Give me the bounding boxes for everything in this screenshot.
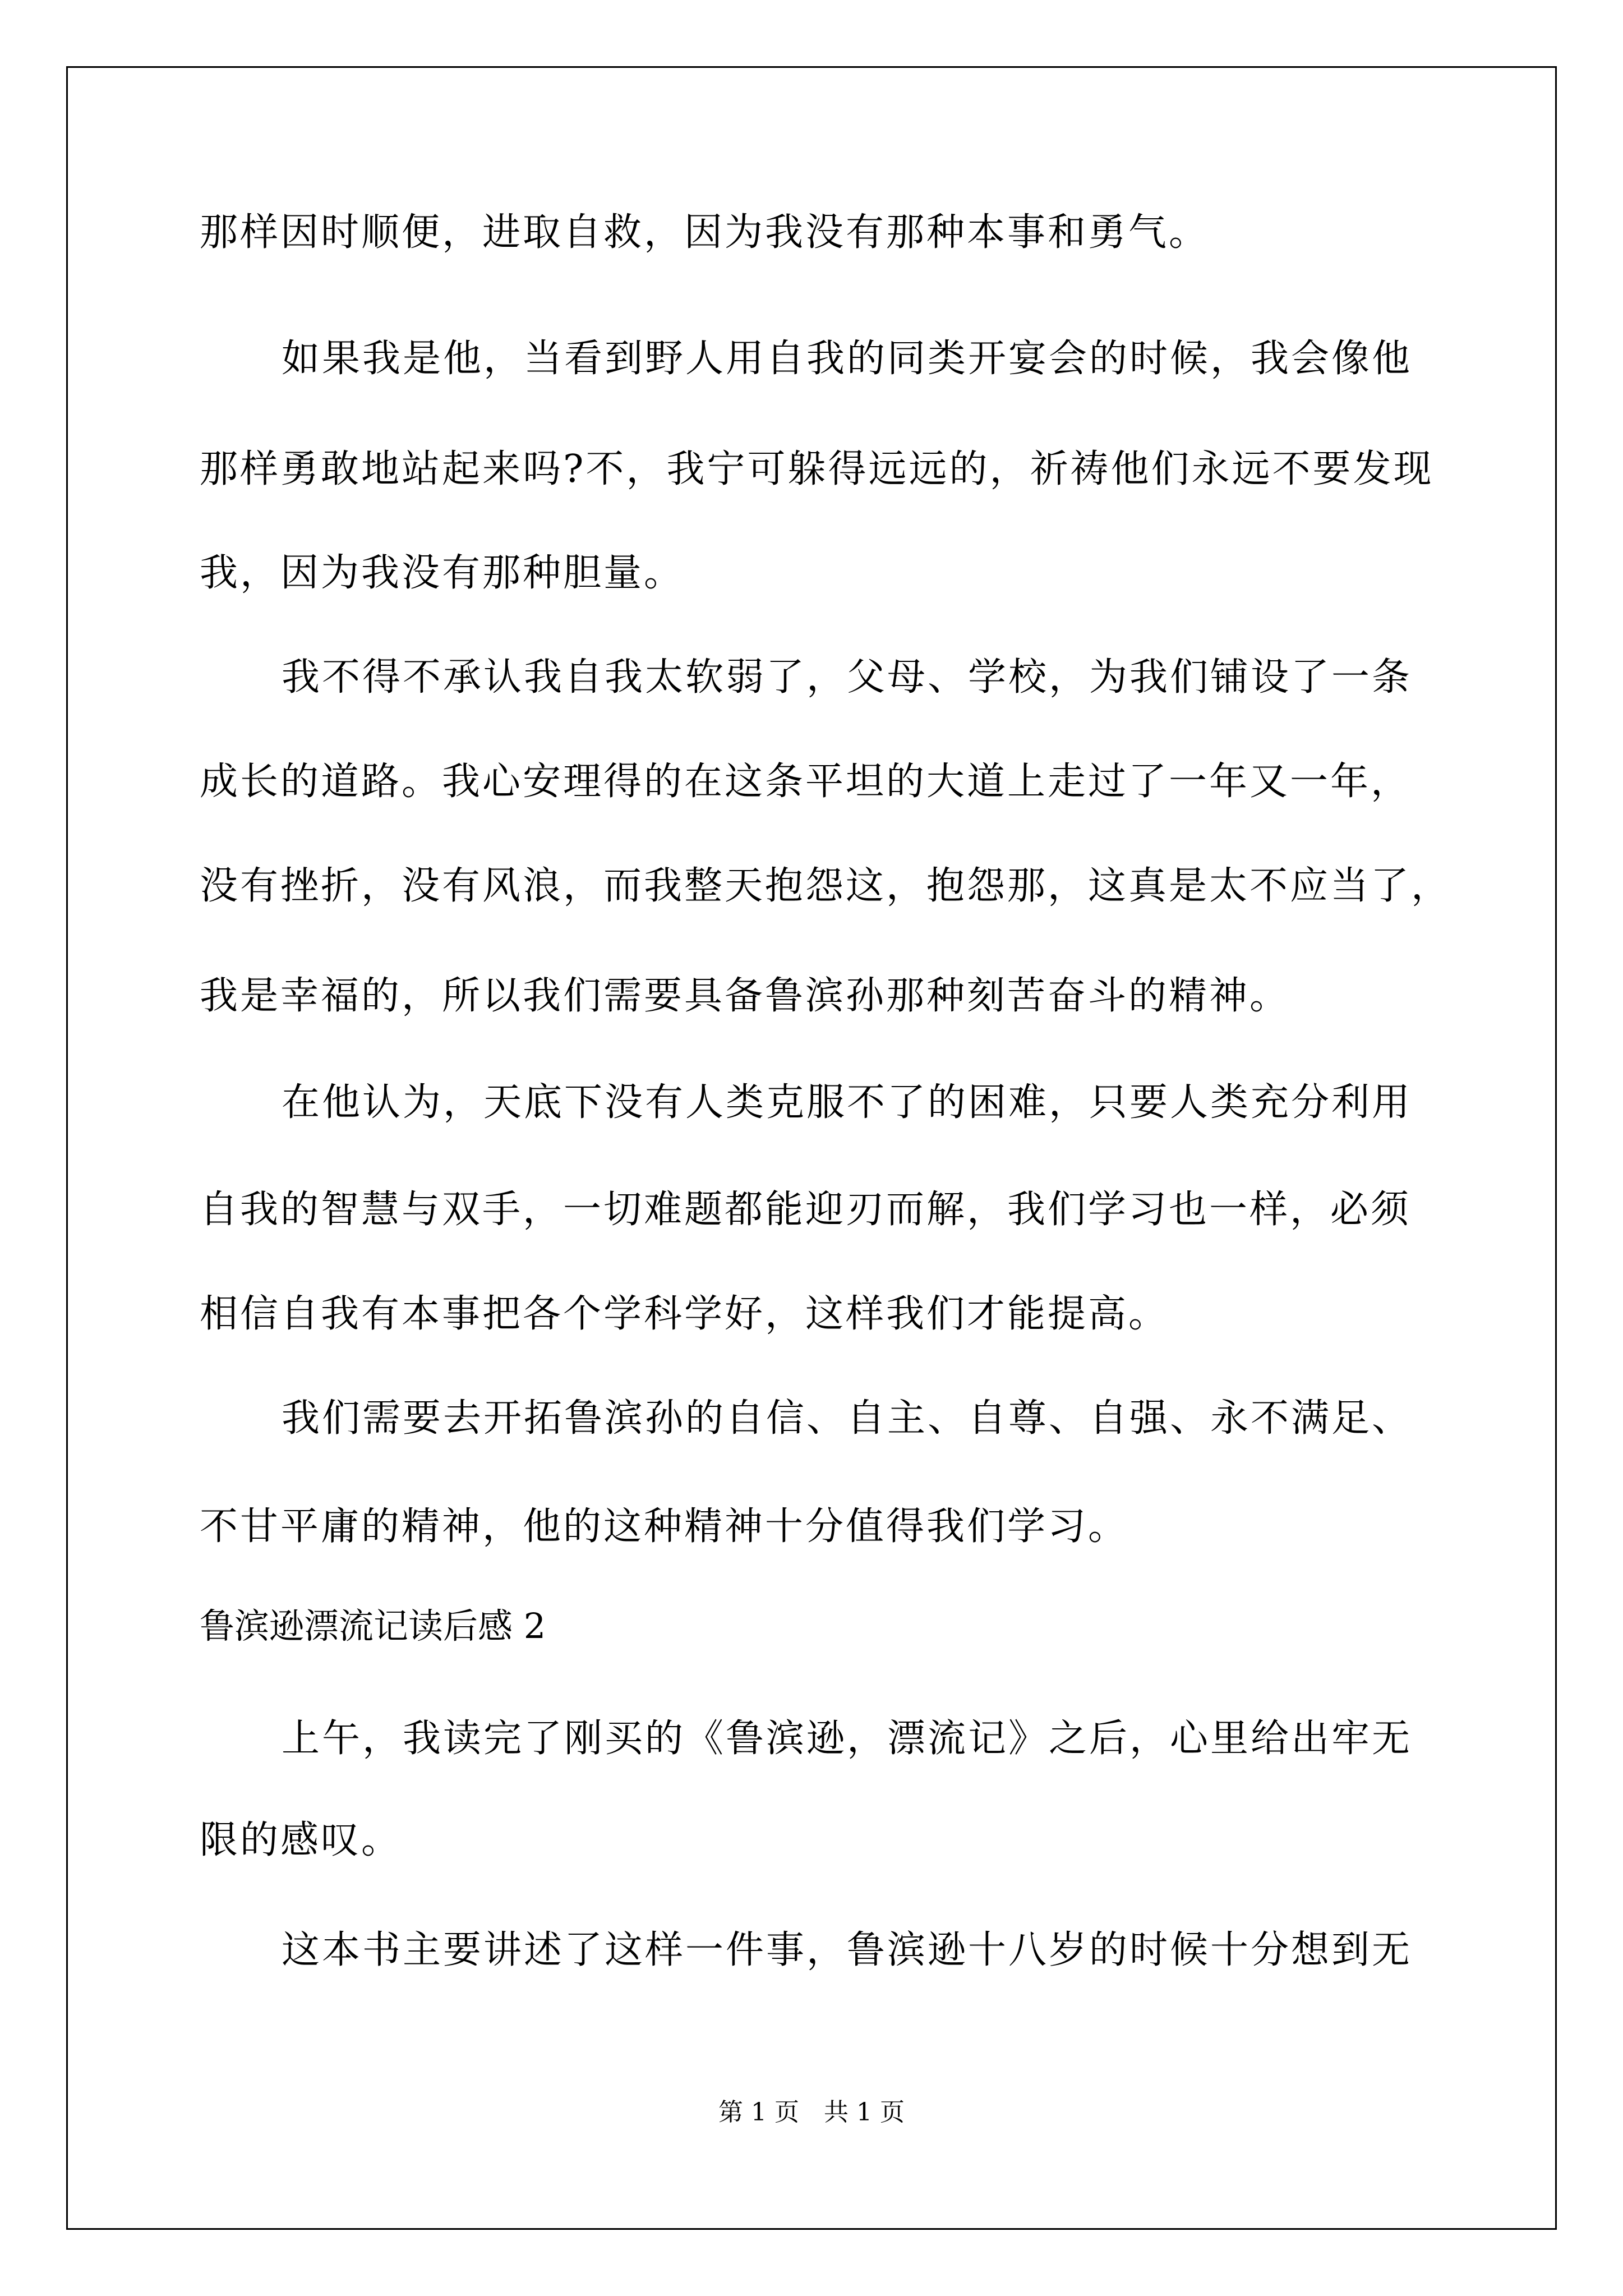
text-line: 那样因时顺便，进取自救，因为我没有那种本事和勇气。 xyxy=(200,210,1210,255)
text-line: 我，因为我没有那种胆量。 xyxy=(200,551,685,595)
text-line: 如果我是他，当看到野人用自我的同类开宴会的时候，我会像他 xyxy=(282,337,1413,381)
text-line: 那样勇敢地站起来吗?不，我宁可躲得远远的，祈祷他们永远不要发现 xyxy=(200,447,1434,491)
page-border xyxy=(66,66,1557,2230)
text-line: 在他认为，天底下没有人类克服不了的困难，只要人类充分利用 xyxy=(282,1080,1413,1125)
page-number: 第 1 页 共 1 页 xyxy=(718,2098,905,2127)
text-line: 这本书主要讲述了这样一件事，鲁滨逊十八岁的时候十分想到无 xyxy=(282,1928,1413,1972)
text-line: 不甘平庸的精神，他的这种精神十分值得我们学习。 xyxy=(200,1504,1129,1549)
text-line: 相信自我有本事把各个学科学好，这样我们才能提高。 xyxy=(200,1292,1169,1336)
text-line: 成长的道路。我心安理得的在这条平坦的大道上走过了一年又一年， xyxy=(200,760,1412,804)
text-line: 自我的智慧与双手，一切难题都能迎刃而解，我们学习也一样，必须 xyxy=(200,1188,1412,1232)
text-line: 上午，我读完了刚买的《鲁滨逊，漂流记》之后，心里给出牢无 xyxy=(282,1717,1413,1761)
text-line: 我是幸福的，所以我们需要具备鲁滨孙那种刻苦奋斗的精神。 xyxy=(200,974,1290,1018)
text-line: 没有挫折，没有风浪，而我整天抱怨这，抱怨那，这真是太不应当了， xyxy=(200,864,1452,908)
text-line: 我们需要去开拓鲁滨孙的自信、自主、自尊、自强、永不满足、 xyxy=(282,1396,1413,1441)
text-line: 限的感叹。 xyxy=(200,1818,402,1862)
section-heading: 鲁滨逊漂流记读后感 2 xyxy=(200,1605,546,1646)
text-line: 我不得不承认我自我太软弱了，父母、学校，为我们铺设了一条 xyxy=(282,655,1413,700)
